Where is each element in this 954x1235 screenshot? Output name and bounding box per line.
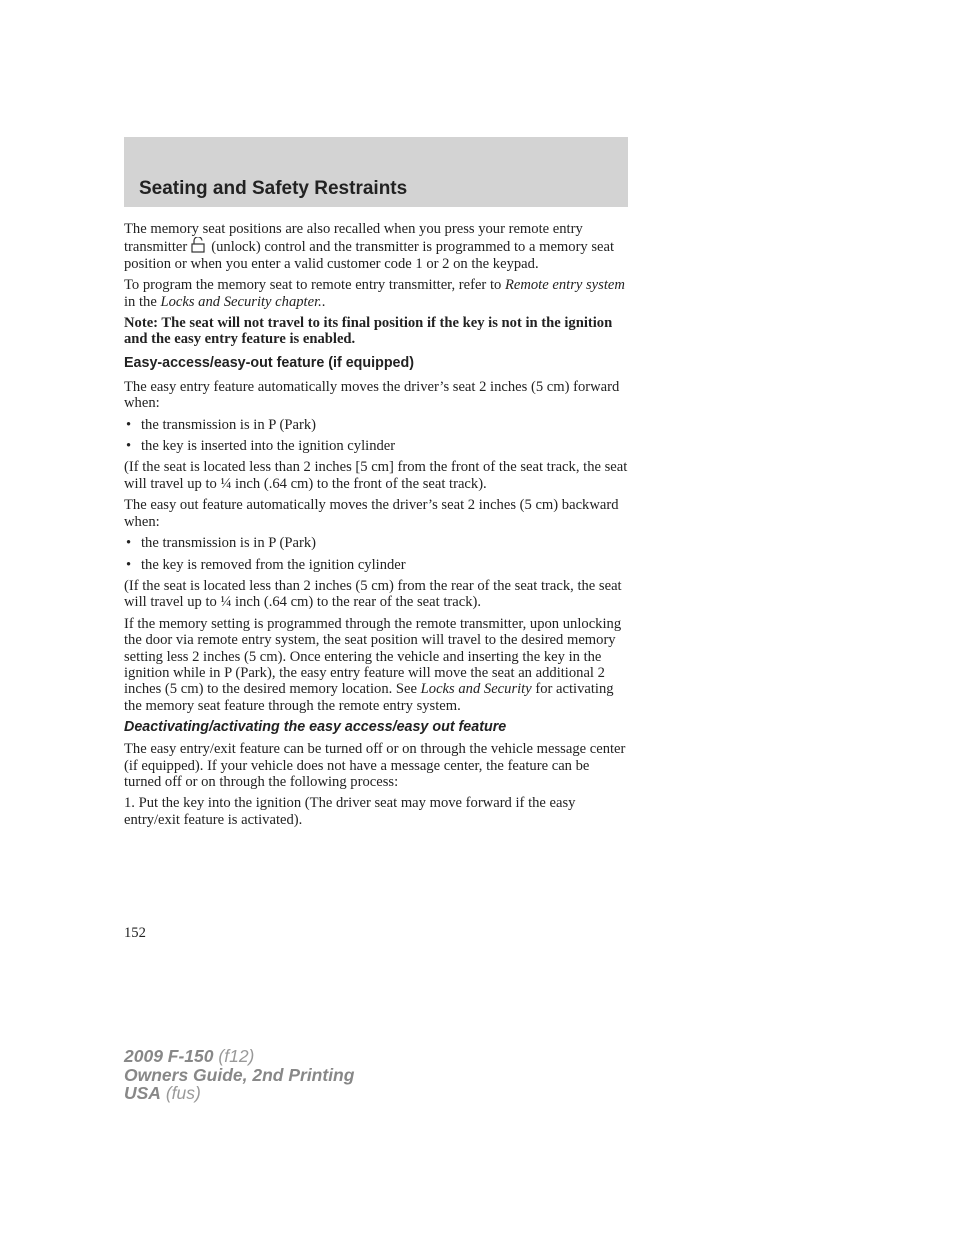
section-heading-deactivate: Deactivating/activating the easy access/easy out feature xyxy=(124,719,507,736)
list-item: • the key is removed from the ignition cylinder xyxy=(126,556,406,573)
header-band xyxy=(124,137,628,207)
section-heading-easy-access: Easy-access/easy-out feature (if equipped) xyxy=(124,354,415,371)
unlock-icon xyxy=(189,237,207,253)
remote-entry-ref: Remote entry system xyxy=(504,277,625,294)
page-number: 152 xyxy=(124,925,146,941)
paragraph-remote-recall: The memory seat positions are also recalled when you press your remote entry transmitter (unlock) control and the transmitter is programmed to a memory seat position or when you enter a valid customer code 1 or 2 on the keypad. xyxy=(124,221,615,272)
list-item: • the key is inserted into the ignition cylinder xyxy=(126,438,396,455)
locks-security-ref: Locks and Security xyxy=(420,681,532,698)
footer-line-printing: Owners Guide, 2nd Printing xyxy=(124,1064,355,1085)
step-1: 1. Put the key into the ignition (The driver seat may move forward if the easy entry/exit feature is activated). xyxy=(124,795,576,828)
exit-bullet-list xyxy=(124,535,630,573)
entry-bullet-list xyxy=(124,417,630,455)
footer-line-market: USA (fus) xyxy=(124,1083,201,1103)
note: Note: The seat will not travel to its final position if the key is not in the ignition and the easy entry feature is enabled. xyxy=(124,315,613,348)
paragraph-exit-note: (If the seat is located less than 2 inches (5 cm) from the rear of the seat track, the seat will travel up to ¼ inch (.64 cm) to the rear of the seat track). xyxy=(124,577,622,611)
paragraph-program: To program the memory seat to remote entry transmitter, refer to Remote entry system in the Locks and Security chapter.. xyxy=(124,277,625,310)
content xyxy=(124,221,630,833)
page-title: Seating and Safety Restraints xyxy=(139,178,408,199)
list-item: • the transmission is in P (Park) xyxy=(126,535,316,552)
paragraph-entry-note: (If the seat is located less than 2 inches [5 cm] from the front of the seat track, the seat will travel up to ¼ inch (.64 cm) to the front of the seat track). xyxy=(124,459,628,492)
paragraph-exit-intro: The easy out feature automatically moves the driver’s seat 2 inches (5 cm) backward when: xyxy=(124,497,619,530)
paragraph-deactivate-intro: The easy entry/exit feature can be turned off or on through the vehicle message center (if equipped). If your vehicle does not have a message center, the feature can be turned off or on through the following process: xyxy=(124,741,626,790)
footer-line-model: 2009 F-150 (f12) xyxy=(124,1046,255,1066)
locks-security-ref: Locks and Security chapter. xyxy=(160,293,322,310)
footer xyxy=(124,1047,354,1103)
paragraph-entry-intro: The easy entry feature automatically moves the driver’s seat 2 inches (5 cm) forward when: xyxy=(124,378,620,412)
paragraph-memory: If the memory setting is programmed through the remote transmitter, upon unlocking the door via remote entry system, the seat position will travel to the desired memory setting less 2 inches (5 cm). Once entering the vehicle and inserting the key in the ignition while in P (Park), the easy entry feature will move the seat an additional 2 inches (5 cm) to the desired memory location. See Locks and Security for activating the memory seat feature through the remote entry system. xyxy=(124,615,622,714)
list-item: • the transmission is in P (Park) xyxy=(126,416,316,433)
